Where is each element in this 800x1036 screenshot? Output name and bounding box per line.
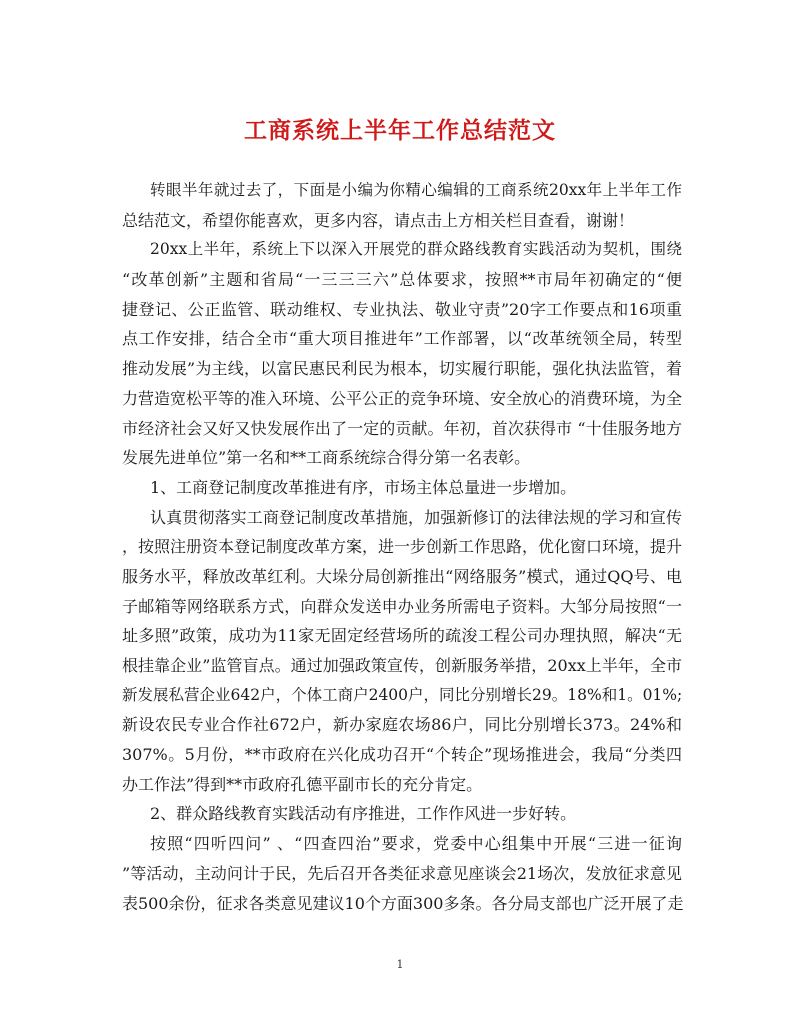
paragraph-line: 根挂靠企业”监管盲点。通过加强政策宣传，创新服务举措，20xx上半年，全市 (122, 656, 682, 675)
paragraph-line: 力营造宽松平等的准入环境、公平公正的竞争环境、安全放心的消费环境，为全 (122, 388, 683, 408)
paragraph-line: 总结范文，希望你能喜欢，更多内容，请点击上方相关栏目查看，谢谢！ (122, 210, 635, 230)
section-heading: 1、工商登记制度改革推进有序，市场主体总量进一步增加。 (150, 477, 577, 497)
paragraph-line: 推动发展”为主线，以富民惠民利民为根本，切实履行职能，强化执法监管，着 (122, 359, 682, 379)
paragraph-line: 新发展私营企业642户，个体工商户2400户，同比分别增长29。18%和1。01%; (122, 685, 683, 704)
paragraph-line: 址多照”政策，成功为11家无固定经营场所的疏浚工程公司办理执照，解决“无 (122, 626, 682, 646)
paragraph-line: 按照“四听四问” 、“四查四治”要求，党委中心组集中开展“三进一征询 (150, 834, 682, 854)
paragraph-line: 捷登记、公正监管、联动维权、专业执法、敬业守责”20字工作要点和16项重 (122, 299, 682, 319)
paragraph-line: 子邮箱等网络联系方式，向群众发送申办业务所需电子资料。大邹分局按照“一 (122, 596, 682, 616)
paragraph-line: 认真贯彻落实工商登记制度改革措施，加强新修订的法律法规的学习和宣传 (150, 507, 682, 527)
paragraph-line: ，按照注册资本登记制度改革方案，进一步创新工作思路，优化窗口环境，提升 (122, 537, 683, 557)
paragraph-line: ”等活动，主动问计于民，先后召开各类征求意见座谈会21场次，发放征求意见 (122, 863, 682, 883)
paragraph-line: 市经济社会又好又快发展作出了一定的贡献。年初，首次获得市 “十佳服务地方 (122, 418, 682, 438)
paragraph-line: 307%。5月份，**市政府在兴化成功召开“个转企”现场推进会，我局“分类四 (122, 745, 682, 765)
page-number: 1 (396, 958, 404, 971)
paragraph-line: 转眼半年就过去了，下面是小编为你精心编辑的工商系统20xx年上半年工作 (150, 181, 682, 199)
section-heading: 2、群众路线教育实践活动有序推进，工作作风进一步好转。 (150, 804, 577, 824)
paragraph-line: 表500余份，征求各类意见建议10个方面300多条。各分局支部也广泛开展了走 (122, 893, 684, 913)
paragraph-line: 发展先进单位”第一名和**工商系统综合得分第一名表彰。 (122, 448, 531, 468)
paragraph-line: “改革创新”主题和省局“一三三三六”总体要求，按照**市局年初确定的“便 (122, 270, 682, 290)
paragraph-line: 服务水平，释放改革红利。大垛分局创新推出“网络服务”模式，通过QQ号、电 (122, 566, 682, 586)
paragraph-line: 点工作安排，结合全市“重大项目推进年”工作部署，以“改革统领全局，转型 (122, 329, 682, 349)
paragraph-line: 新设农民专业合作社672户，新办家庭农场86户，同比分别增长373。24%和 (122, 715, 682, 735)
paragraph-line: 20xx上半年，系统上下以深入开展党的群众路线教育实践活动为契机，围绕 (150, 240, 682, 259)
document-title: 工商系统上半年工作总结范文 (244, 117, 556, 144)
paragraph-line: 办工作法”得到**市政府孔德平副市长的充分肯定。 (122, 774, 483, 794)
document-body (122, 176, 682, 918)
